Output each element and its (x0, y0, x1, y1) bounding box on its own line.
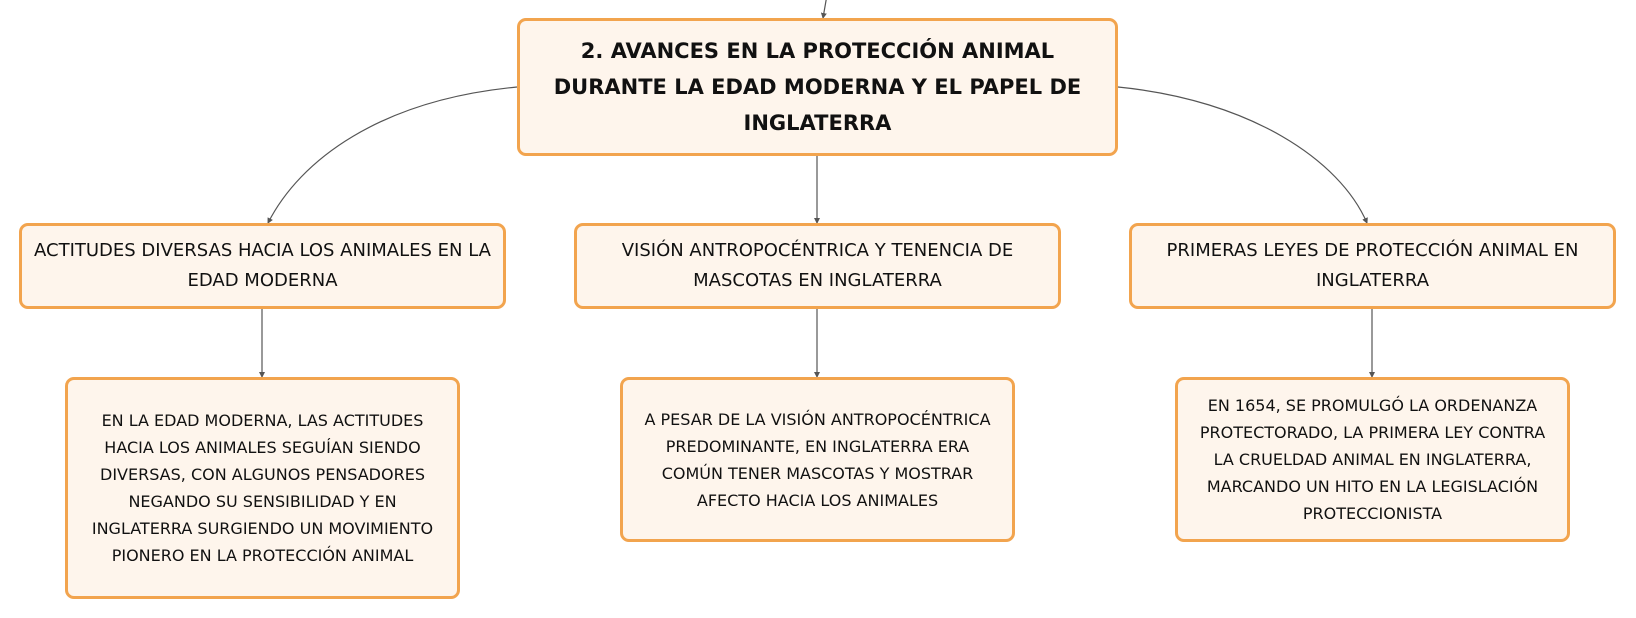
subtopic-title: PRIMERAS LEYES DE PROTECCIÓN ANIMAL EN INGLATERRA (1166, 240, 1579, 291)
detail-text: EN LA EDAD MODERNA, LAS ACTITUDES HACIA LOS ANIMALES SEGUÍAN SIENDO DIVERSAS, CON ALGUNOS PENSADORES NEGANDO SU SENSIBILIDAD Y EN INGLATERRA SURGIENDO UN MOVIMIENTO PIONERO EN LA PROTECCIÓN ANIMAL (91, 411, 434, 565)
central-topic-text: 2. AVANCES EN LA PROTECCIÓN ANIMAL DURANTE LA EDAD MODERNA Y EL PAPEL DE INGLATERRA (553, 39, 1082, 135)
detail-node-leyes[interactable] (1175, 377, 1570, 542)
subtopic-title: ACTITUDES DIVERSAS HACIA LOS ANIMALES EN LA EDAD MODERNA (34, 240, 491, 291)
detail-node-actitudes[interactable] (65, 377, 460, 599)
detail-node-vision[interactable] (620, 377, 1015, 542)
connector-root-to-right (1118, 87, 1367, 223)
connector-root-to-left (268, 87, 517, 223)
detail-text: A PESAR DE LA VISIÓN ANTROPOCÉNTRICA PREDOMINANTE, EN INGLATERRA ERA COMÚN TENER MASCOTAS Y MOSTRAR AFECTO HACIA LOS ANIMALES (644, 409, 991, 510)
subtopic-title: VISIÓN ANTROPOCÉNTRICA Y TENENCIA DE MASCOTAS EN INGLATERRA (621, 240, 1014, 291)
subtopic-node-vision[interactable] (574, 223, 1061, 309)
subtopic-node-actitudes[interactable] (19, 223, 506, 309)
connector-from-parent (823, 0, 827, 18)
subtopic-node-leyes[interactable] (1129, 223, 1616, 309)
detail-text: EN 1654, SE PROMULGÓ LA ORDENANZA PROTECTORADO, LA PRIMERA LEY CONTRA LA CRUELDAD ANIMAL EN INGLATERRA, MARCANDO UN HITO EN LA LEGISLACIÓN PROTECCIONISTA (1199, 396, 1546, 523)
central-topic-node[interactable] (517, 18, 1118, 156)
